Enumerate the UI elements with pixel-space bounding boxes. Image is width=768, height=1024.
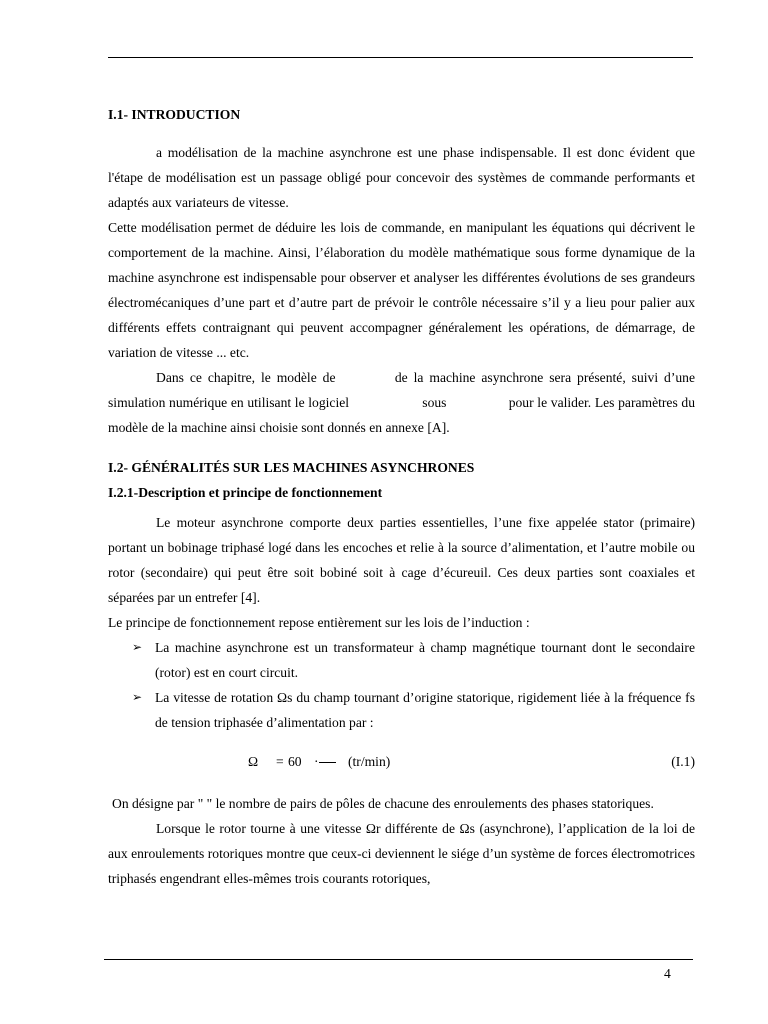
paragraph-after-2: Lorsque le rotor tourne à une vitesse Ωr différente de Ωs (asynchrone), l’application de la loi de aux enroulements rotoriques montre que ceux-ci deviennent le siége d’un système de forces électromotrices triphasés engendrant elles-mêmes trois courants rotoriques, xyxy=(108,821,740,886)
equation-unit: (tr/min) xyxy=(348,754,391,769)
bullet-list xyxy=(108,635,695,735)
equation-dot: · xyxy=(314,754,319,769)
arrow-bullet-icon: ➢ xyxy=(132,690,143,704)
footer-rule xyxy=(104,959,693,960)
document-body xyxy=(108,103,740,891)
equation-lhs: Ω xyxy=(248,754,259,769)
arrow-bullet-icon: ➢ xyxy=(132,640,143,654)
paragraph-intro-3: Dans ce chapitre, le modèle de de la machine asynchrone sera présenté, suivi d’une simulation numérique en utilisant le logiciel sous pour le valider. Les paramètres du modèle de la machine ainsi choisie sont donnés en annexe [A]. xyxy=(108,370,699,435)
equation-I1 xyxy=(108,739,695,785)
list-item xyxy=(108,685,695,735)
header-rule xyxy=(108,57,693,58)
subsection-heading-description: I.2.1-Description et principe de fonctionnement xyxy=(108,485,383,500)
equation-equals: = xyxy=(276,754,284,769)
list-item-text: La vitesse de rotation Ωs du champ tournant d’origine statorique, rigidement liée à la fréquence fs de tension triphasée d’alimentation par : xyxy=(155,690,695,730)
paragraph-intro-2: Cette modélisation permet de déduire les lois de commande, en manipulant les équations qui décrivent le comportement de la machine. Ainsi, l’élaboration du modèle mathématique sous forme dynamique de la machine asynchrone est indispensable pour observer et analyser les différentes évolutions de ses grandeurs électromécaniques d’une part et d’autre part de prévoir le contrôle nécessaire s’il y a lieu pour palier aux différents effets contraignant qui peuvent accompagner généralement les opérations, de démarrage, de variation de vitesse ... etc. xyxy=(108,220,695,360)
paragraph-after-1: On désigne par " " le nombre de pairs de pôles de chacune des enroulements des phases statoriques. xyxy=(112,796,654,811)
paragraph-description-1: Le moteur asynchrone comporte deux parties essentielles, l’une fixe appelée stator (primaire) portant un bobinage triphasé logé dans les encoches et relie à la source d’alimentation, et l’autre mobile ou rotor (secondaire) qui peut être soit bobiné soit à cage d’écureuil. Ces deux parties sont coaxiales et séparées par un entrefer [4]. xyxy=(108,515,695,605)
paragraph-intro-1: a modélisation de la machine asynchrone est une phase indispensable. Il est donc évident que l'étape de modélisation est un passage obligé pour concevoir des systèmes de commande performants et adaptés aux variateurs de vitesse. xyxy=(108,145,695,210)
paragraph-description-2: Le principe de fonctionnement repose entièrement sur les lois de l’induction : xyxy=(108,615,530,630)
list-item xyxy=(108,635,695,685)
list-item-text: La machine asynchrone est un transformateur à champ magnétique tournant dont le secondaire (rotor) est en court circuit. xyxy=(155,640,695,680)
section-heading-generalites: I.2- GÉNÉRALITÉS SUR LES MACHINES ASYNCHRONES xyxy=(108,460,475,475)
section-heading-introduction: I.1- INTRODUCTION xyxy=(108,107,241,122)
equation-rhs: 60 xyxy=(288,754,302,769)
equation-number: (I.1) xyxy=(671,754,695,769)
equation-fraction-bar xyxy=(319,762,336,763)
page-number: 4 xyxy=(664,966,671,981)
